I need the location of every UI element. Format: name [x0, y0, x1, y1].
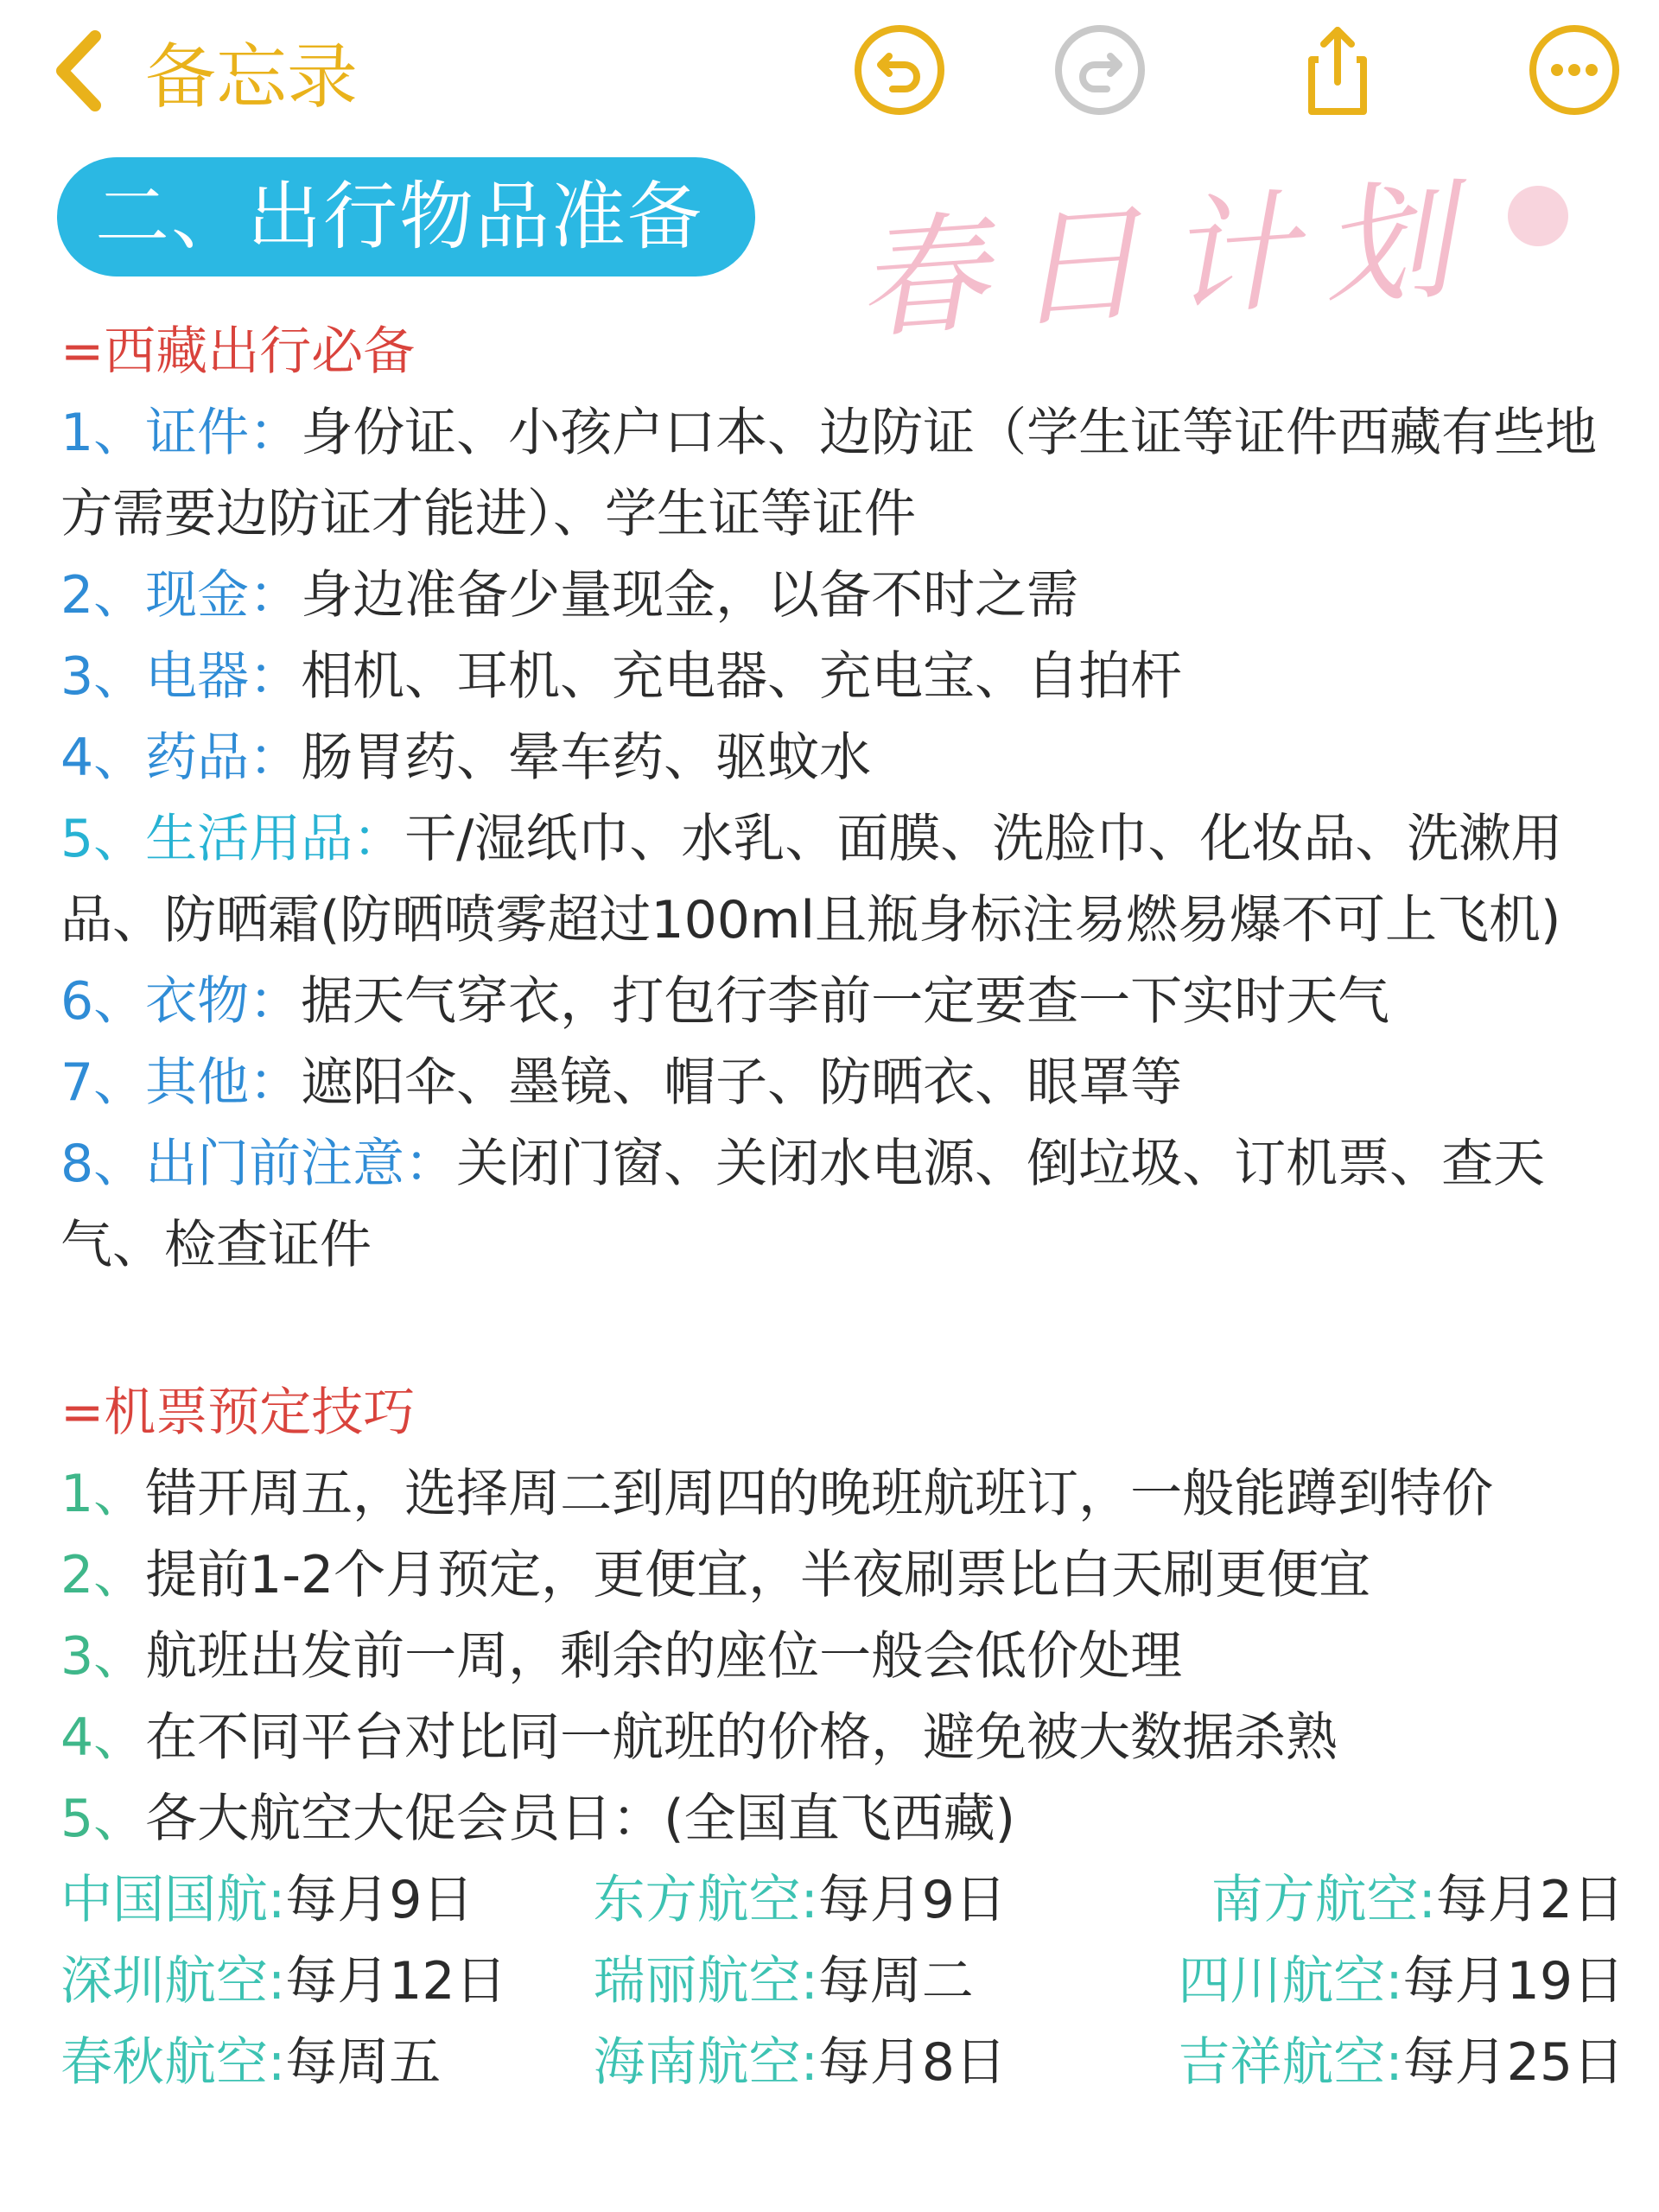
- redo-icon: [1052, 22, 1148, 118]
- share-button[interactable]: [1289, 22, 1386, 118]
- share-icon: [1289, 22, 1386, 118]
- section-title: 二、出行物品准备: [57, 157, 755, 276]
- list-item: 6、衣物：据天气穿衣，打包行李前一定要查一下实时天气: [60, 971, 1390, 1032]
- list-item: 4、在不同平台对比同一航班的价格，避免被大数据杀熟: [60, 1707, 1338, 1768]
- airline-cell: 东方航空:每月9日: [593, 1870, 1007, 1930]
- list-item: 2、现金：身边准备少量现金，以备不时之需: [60, 565, 1079, 626]
- airline-cell: 春秋航空:每周五: [60, 2032, 442, 2093]
- airline-cell: 南方航空:每月2日: [1211, 1870, 1624, 1930]
- packing-heading: =西藏出行必备: [60, 321, 416, 382]
- airline-row: [60, 2022, 1624, 2103]
- undo-button[interactable]: [851, 22, 948, 118]
- more-button[interactable]: [1526, 22, 1623, 118]
- airline-cell: 海南航空:每月8日: [593, 2032, 1007, 2093]
- back-button[interactable]: [50, 19, 358, 123]
- list-item: 2、提前1-2个月预定，更便宜，半夜刷票比白天刷更便宜: [60, 1545, 1371, 1605]
- airline-row: [60, 1859, 1624, 1941]
- more-icon: [1526, 22, 1623, 118]
- airline-cell: 中国国航:每月9日: [60, 1870, 474, 1930]
- sticker-decoration: [1508, 186, 1568, 246]
- list-item: 8、出门前注意：关闭门窗、关闭水电源、倒垃圾、订机票、查天气、检查证件: [60, 1134, 1546, 1275]
- list-item: 5、各大航空大促会员日：(全国直飞西藏): [60, 1789, 1016, 1849]
- top-nav-bar: [0, 0, 1659, 143]
- list-item: 3、航班出发前一周，剩余的座位一般会低价处理: [60, 1626, 1183, 1687]
- spacer: [60, 1286, 1624, 1372]
- sticker-text: 春日计划: [851, 164, 1484, 358]
- airline-cell: 深圳航空:每月12日: [60, 1951, 507, 2012]
- airline-cell: 瑞丽航空:每周二: [593, 1951, 974, 2012]
- list-item: 7、其他：遮阳伞、墨镜、帽子、防晒衣、眼罩等: [60, 1052, 1183, 1113]
- list-item: 1、错开周五，选择周二到周四的晚班航班订，一般能蹲到特价: [60, 1464, 1494, 1524]
- list-item: 5、生活用品：干/湿纸巾、水乳、面膜、洗脸巾、化妆品、洗漱用品、防晒霜(防晒喷雾超过100ml且瓶身标注易燃易爆不可上飞机): [60, 809, 1563, 950]
- chevron-left-icon: [50, 28, 111, 114]
- back-label: 备忘录: [145, 35, 359, 118]
- redo-button[interactable]: [1052, 22, 1148, 118]
- list-item: 4、药品：肠胃药、晕车药、驱蚊水: [60, 728, 872, 788]
- list-item: 1、证件：身份证、小孩户口本、边防证（学生证等证件西藏有些地方需要边防证才能进）、学生证等证件: [60, 403, 1598, 544]
- undo-icon: [851, 22, 948, 118]
- airline-cell: 吉祥航空:每月25日: [1178, 2032, 1624, 2093]
- airline-row: [60, 1941, 1624, 2022]
- list-item: 3、电器：相机、耳机、充电器、充电宝、自拍杆: [60, 646, 1183, 707]
- airline-cell: 四川航空:每月19日: [1178, 1951, 1624, 2012]
- tickets-heading: =机票预定技巧: [60, 1382, 416, 1443]
- note-body: [60, 311, 1624, 2103]
